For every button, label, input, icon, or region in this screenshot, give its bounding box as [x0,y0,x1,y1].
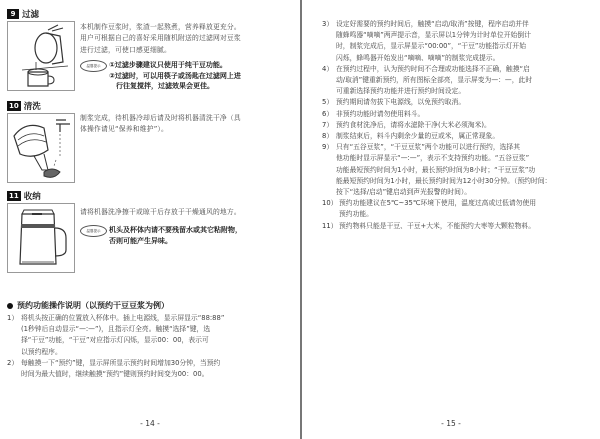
item-number: 6） [322,109,334,118]
item-line: 只有“五谷豆浆”，“干豆豆浆”两个功能可以进行预约，选择其 [336,143,521,152]
list-item [322,142,594,198]
item-line: 以预约程序。 [21,347,62,356]
soymilk-filtering-illustration [7,21,75,91]
item-line: 功能最短预约时间为1小时，最长预约时间为8小时；“干豆豆浆”功 [336,165,536,174]
item-number: 11） [322,221,338,230]
reservation-list-continued [322,19,594,232]
item-line: 每触摸一下“预约”键，显示屏所显示预约时间增加30分钟，当预约 [21,358,221,367]
section-heading-clean [7,100,41,112]
item-number: 1） [7,314,19,322]
body-line: 制浆完成，待机器冷却后请及时将机器清洗干净（具 [80,114,241,122]
bullet-icon [7,303,13,309]
item-line: 预约物料只能是干豆、干豆+大米，不能预约大枣等大颗粒物料。 [339,221,536,230]
page-number: - 14 - [140,419,160,428]
reservation-heading [7,300,169,311]
section-number-badge: 11 [9,192,19,200]
list-item [322,109,594,120]
list-item [322,64,594,98]
body-line: 请将机器洗净擦干或晾干后存放于干燥通风的地方。 [80,208,241,216]
tip-line: 否则可能产生异味。 [109,236,172,245]
item-line: 可重新选择预约功能并进行预约时间设定。 [336,87,466,96]
item-line: 预约期间请勿拔下电源线，以免预约取消。 [336,98,466,107]
section-number-badge: 10 [9,102,19,110]
item-number: 5） [322,98,334,107]
warm-tip [80,225,242,246]
item-number: 10） [322,199,338,208]
item-line: (1秒钟后自动显示“—:—”)，且指示灯全亮。触摸“选择”键，选 [21,325,211,334]
reservation-list [7,313,297,380]
item-number: 3） [322,20,334,28]
body-line: 用户可根据自己的喜好采用随机附送的过滤网对豆浆 [80,34,241,43]
page-number: - 15 - [441,419,461,428]
list-item [7,358,297,380]
item-line: 将机头按正确的位置放入杯体中。插上电源线，显示屏显示“88:88” [21,314,225,322]
list-item [7,313,297,358]
list-item [322,19,594,64]
body-line: 体操作请见“保养和维护”）。 [80,125,169,134]
tip-line: ②过滤时，可以用筷子或汤匙在过滤网上进 [109,71,241,80]
section-title: 清洗 [23,102,41,112]
item-line: 时，制浆完成后，显示屏显示“00:00”，“干豆”功能指示灯开始 [336,42,526,51]
item-line: 设定好需要的预约时间后，触摸“启动/取消”按键，程序启动并伴 [336,20,529,28]
item-line: 随蜂鸣器“嘀嘀”两声提示音，显示屏以1分钟为计时单位开始倒计 [336,31,531,40]
section-body [80,207,241,218]
manual-page-15 [302,0,600,439]
warm-tip-text [109,225,242,246]
item-number: 7） [322,120,334,129]
list-item [322,120,594,131]
section-title: 收纳 [23,192,41,202]
item-line: 非预约功能时请勿使用料斗。 [336,109,425,118]
body-line: 进行过滤，可使口感更细腻。 [80,45,171,54]
item-line: 闪烁，蜂鸣器开始发出“嘀嘀、嘀嘀”的制浆完成提示。 [336,53,500,62]
item-line: 预约功能。 [339,210,373,219]
item-number: 9） [322,143,334,152]
warm-tip-text [109,60,241,92]
item-line: 预约食材洗净后，请将水滤除干净(大米必须淘米)。 [336,120,491,129]
tip-line: ①过滤步骤建议只使用于纯干豆功能。 [109,61,227,69]
item-line: 在预约过程中，认为预约时间不合理或功能选择不正确，触摸“启 [336,64,530,73]
item-number: 8） [322,132,334,141]
machine-storage-illustration [7,203,75,273]
list-item [322,198,594,220]
list-item [322,221,594,232]
section-heading-storage [7,190,41,202]
item-line: 按下“选择/启动”键启动到声光报警的时间）。 [336,188,472,197]
body-line: 本机制作豆浆时，浆渣一起熬煮，营养释放更充分。 [80,23,241,31]
item-line: 他功能时显示屏显示“—:—”，表示不支持预约功能。“五谷豆浆” [336,154,530,163]
warm-tip-badge: 温馨提示 [80,225,107,237]
section-body [80,113,241,136]
section-heading-filter [7,8,39,20]
section-number-badge: 9 [7,9,19,19]
list-item [322,131,594,142]
machine-washing-illustration [7,113,75,183]
item-line: 择“干豆”功能，“干豆”对应指示灯闪烁，显示00：00，表示可 [21,336,209,345]
item-number: 4） [322,64,334,73]
tip-line: 行往复搅拌，过滤效果会更佳。 [109,82,214,90]
item-line: 预约功能建议在5℃~35℃环境下使用，温度过高或过低请勿使用 [339,199,537,208]
tip-line: 机头及杯体内请不要残留水或其它粘附物， [109,226,242,234]
list-item [322,97,594,108]
section-body [80,22,241,56]
warm-tip [80,60,241,92]
item-line: 制浆结束后，料斗内剩余少量的豆或米，属正常现象。 [336,132,500,141]
section-title: 过滤 [22,10,40,20]
item-number: 2） [7,358,19,367]
item-line: 能最短预约时间为1小时，最长预约时间为12小时30分钟。（预约时间： [336,176,552,185]
item-line: 时间为最大值时，继续触摸“预约”键则预约时间变为00：00。 [21,370,209,379]
warm-tip-badge: 温馨提示 [80,60,107,72]
item-line: 动/取消”键重新预约，所有图标全部亮，显示屏变为—：—，此时 [336,76,533,85]
reservation-title: 预约功能操作说明（以预约干豆豆浆为例） [17,301,169,310]
